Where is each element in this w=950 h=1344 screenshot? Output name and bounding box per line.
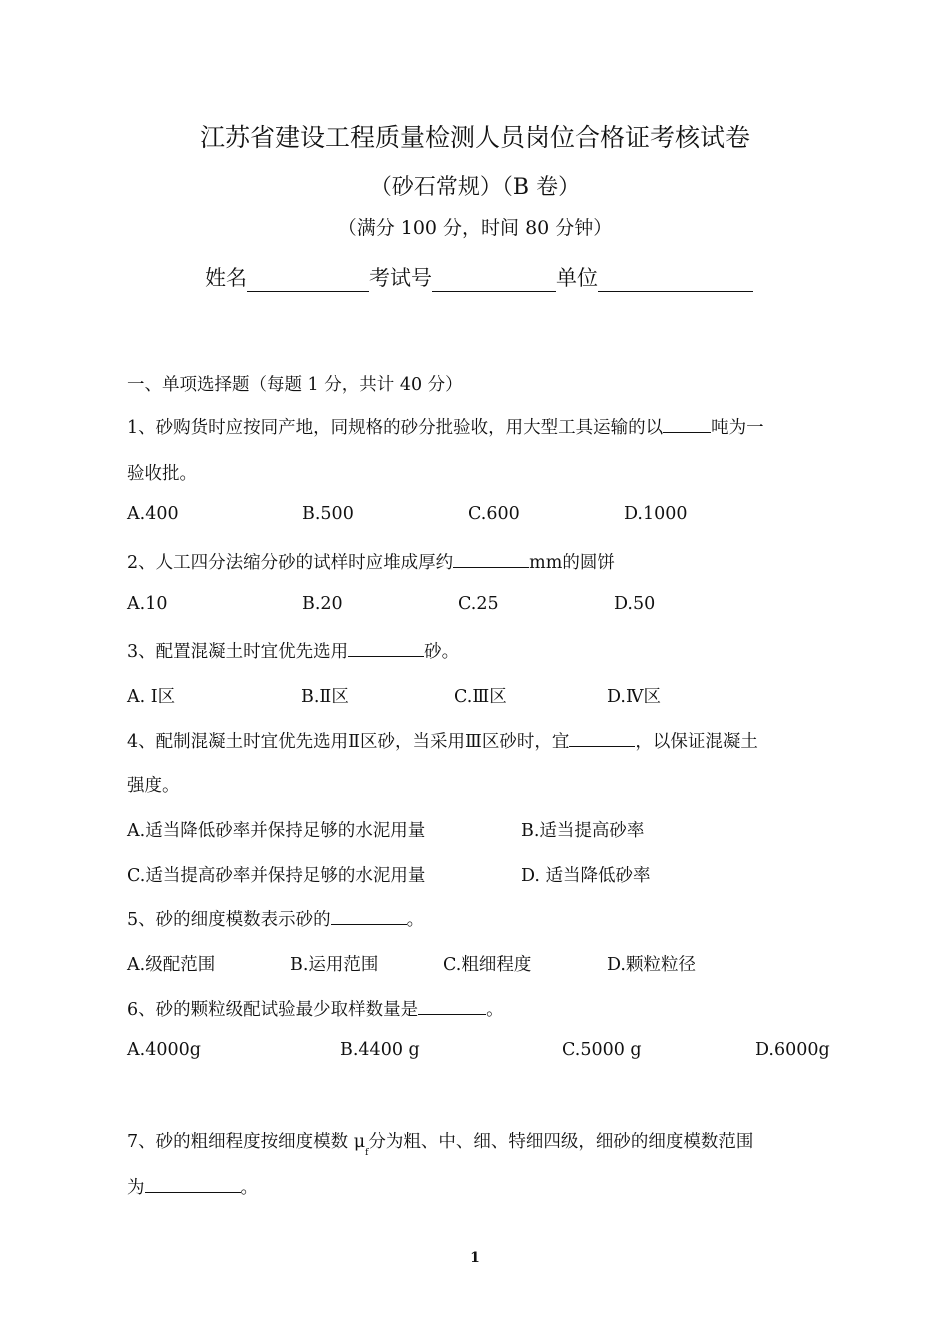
- q3-option-c: C.Ⅲ区: [454, 687, 507, 707]
- q6-option-d: D.6000g: [755, 1040, 830, 1060]
- answer-blank-3[interactable]: [348, 638, 424, 657]
- q3-option-b: B.Ⅱ区: [301, 687, 349, 707]
- exam-note: （满分 100 分，时间 80 分钟）: [337, 217, 613, 239]
- unit-field[interactable]: [598, 267, 753, 292]
- answer-blank-4[interactable]: [569, 728, 635, 747]
- q1-option-c: C.600: [468, 504, 520, 524]
- unit-label: 单位: [556, 266, 598, 290]
- q6-option-a: A.4000g: [127, 1040, 201, 1060]
- q5-option-a: A.级配范围: [127, 955, 216, 975]
- question-5: 5、砂的细度模数表示砂的 。: [127, 906, 424, 931]
- q3-option-a: A. Ⅰ区: [127, 687, 176, 707]
- question-4: 4、配制混凝土时宜优先选用Ⅱ区砂，当采用Ⅲ区砂时，宜 ，以保证混凝土: [127, 728, 758, 753]
- exam-title: 江苏省建设工程质量检测人员岗位合格证考核试卷: [199, 123, 750, 152]
- question-7: 7、砂的粗细程度按细度模数 $\mu_f$分为粗、中、细、特细四级，细砂的细度模数范围: [127, 1132, 754, 1158]
- question-3: 3、配置混凝土时宜优先选用 砂。: [127, 638, 459, 663]
- q6-option-b: B.4400 g: [340, 1040, 420, 1060]
- q1-option-d: D.1000: [624, 504, 688, 524]
- answer-blank-7[interactable]: [145, 1174, 241, 1193]
- answer-blank-2[interactable]: [453, 549, 529, 568]
- exam-subtitle: （砂石常规）（B 卷）: [369, 175, 581, 200]
- q5-option-c: C.粗细程度: [443, 955, 532, 975]
- q2-option-d: D.50: [614, 594, 656, 614]
- q4-option-c: C.适当提高砂率并保持足够的水泥用量: [127, 866, 426, 886]
- question-1-continued: 验收批。: [127, 464, 197, 484]
- name-field[interactable]: [247, 267, 369, 292]
- question-4-continued: 强度。: [127, 776, 180, 796]
- q2-option-b: B.20: [302, 594, 343, 614]
- q4-option-d: D. 适当降低砂率: [521, 866, 651, 886]
- question-2: 2、人工四分法缩分砂的试样时应堆成厚约 mm的圆饼: [127, 549, 615, 574]
- page-number: 1: [470, 1250, 480, 1266]
- name-label: 姓名: [205, 266, 247, 290]
- q5-option-d: D.颗粒粒径: [607, 955, 696, 975]
- answer-blank-5[interactable]: [331, 906, 407, 925]
- q6-option-c: C.5000 g: [562, 1040, 642, 1060]
- question-7-continued: 为 。: [127, 1174, 258, 1199]
- section-heading: 一、单项选择题（每题 1 分，共计 40 分）: [127, 375, 463, 395]
- exam-no-field[interactable]: [432, 267, 556, 292]
- answer-blank-6[interactable]: [418, 996, 486, 1015]
- q5-option-b: B.运用范围: [290, 955, 379, 975]
- q2-option-a: A.10: [127, 594, 168, 614]
- exam-no-label: 考试号: [369, 266, 432, 290]
- question-1: 1、砂购货时应按同产地，同规格的砂分批验收，用大型工具运输的以 吨为一: [127, 414, 764, 439]
- candidate-fields: [205, 262, 753, 292]
- answer-blank-1[interactable]: [663, 414, 711, 433]
- q2-option-c: C.25: [458, 594, 499, 614]
- q1-option-b: B.500: [302, 504, 354, 524]
- question-6: 6、砂的颗粒级配试验最少取样数量是 。: [127, 996, 504, 1021]
- q4-option-b: B.适当提高砂率: [521, 821, 645, 841]
- q4-option-a: A.适当降低砂率并保持足够的水泥用量: [127, 821, 426, 841]
- q1-option-a: A.400: [127, 504, 179, 524]
- q3-option-d: D.Ⅳ区: [607, 687, 661, 707]
